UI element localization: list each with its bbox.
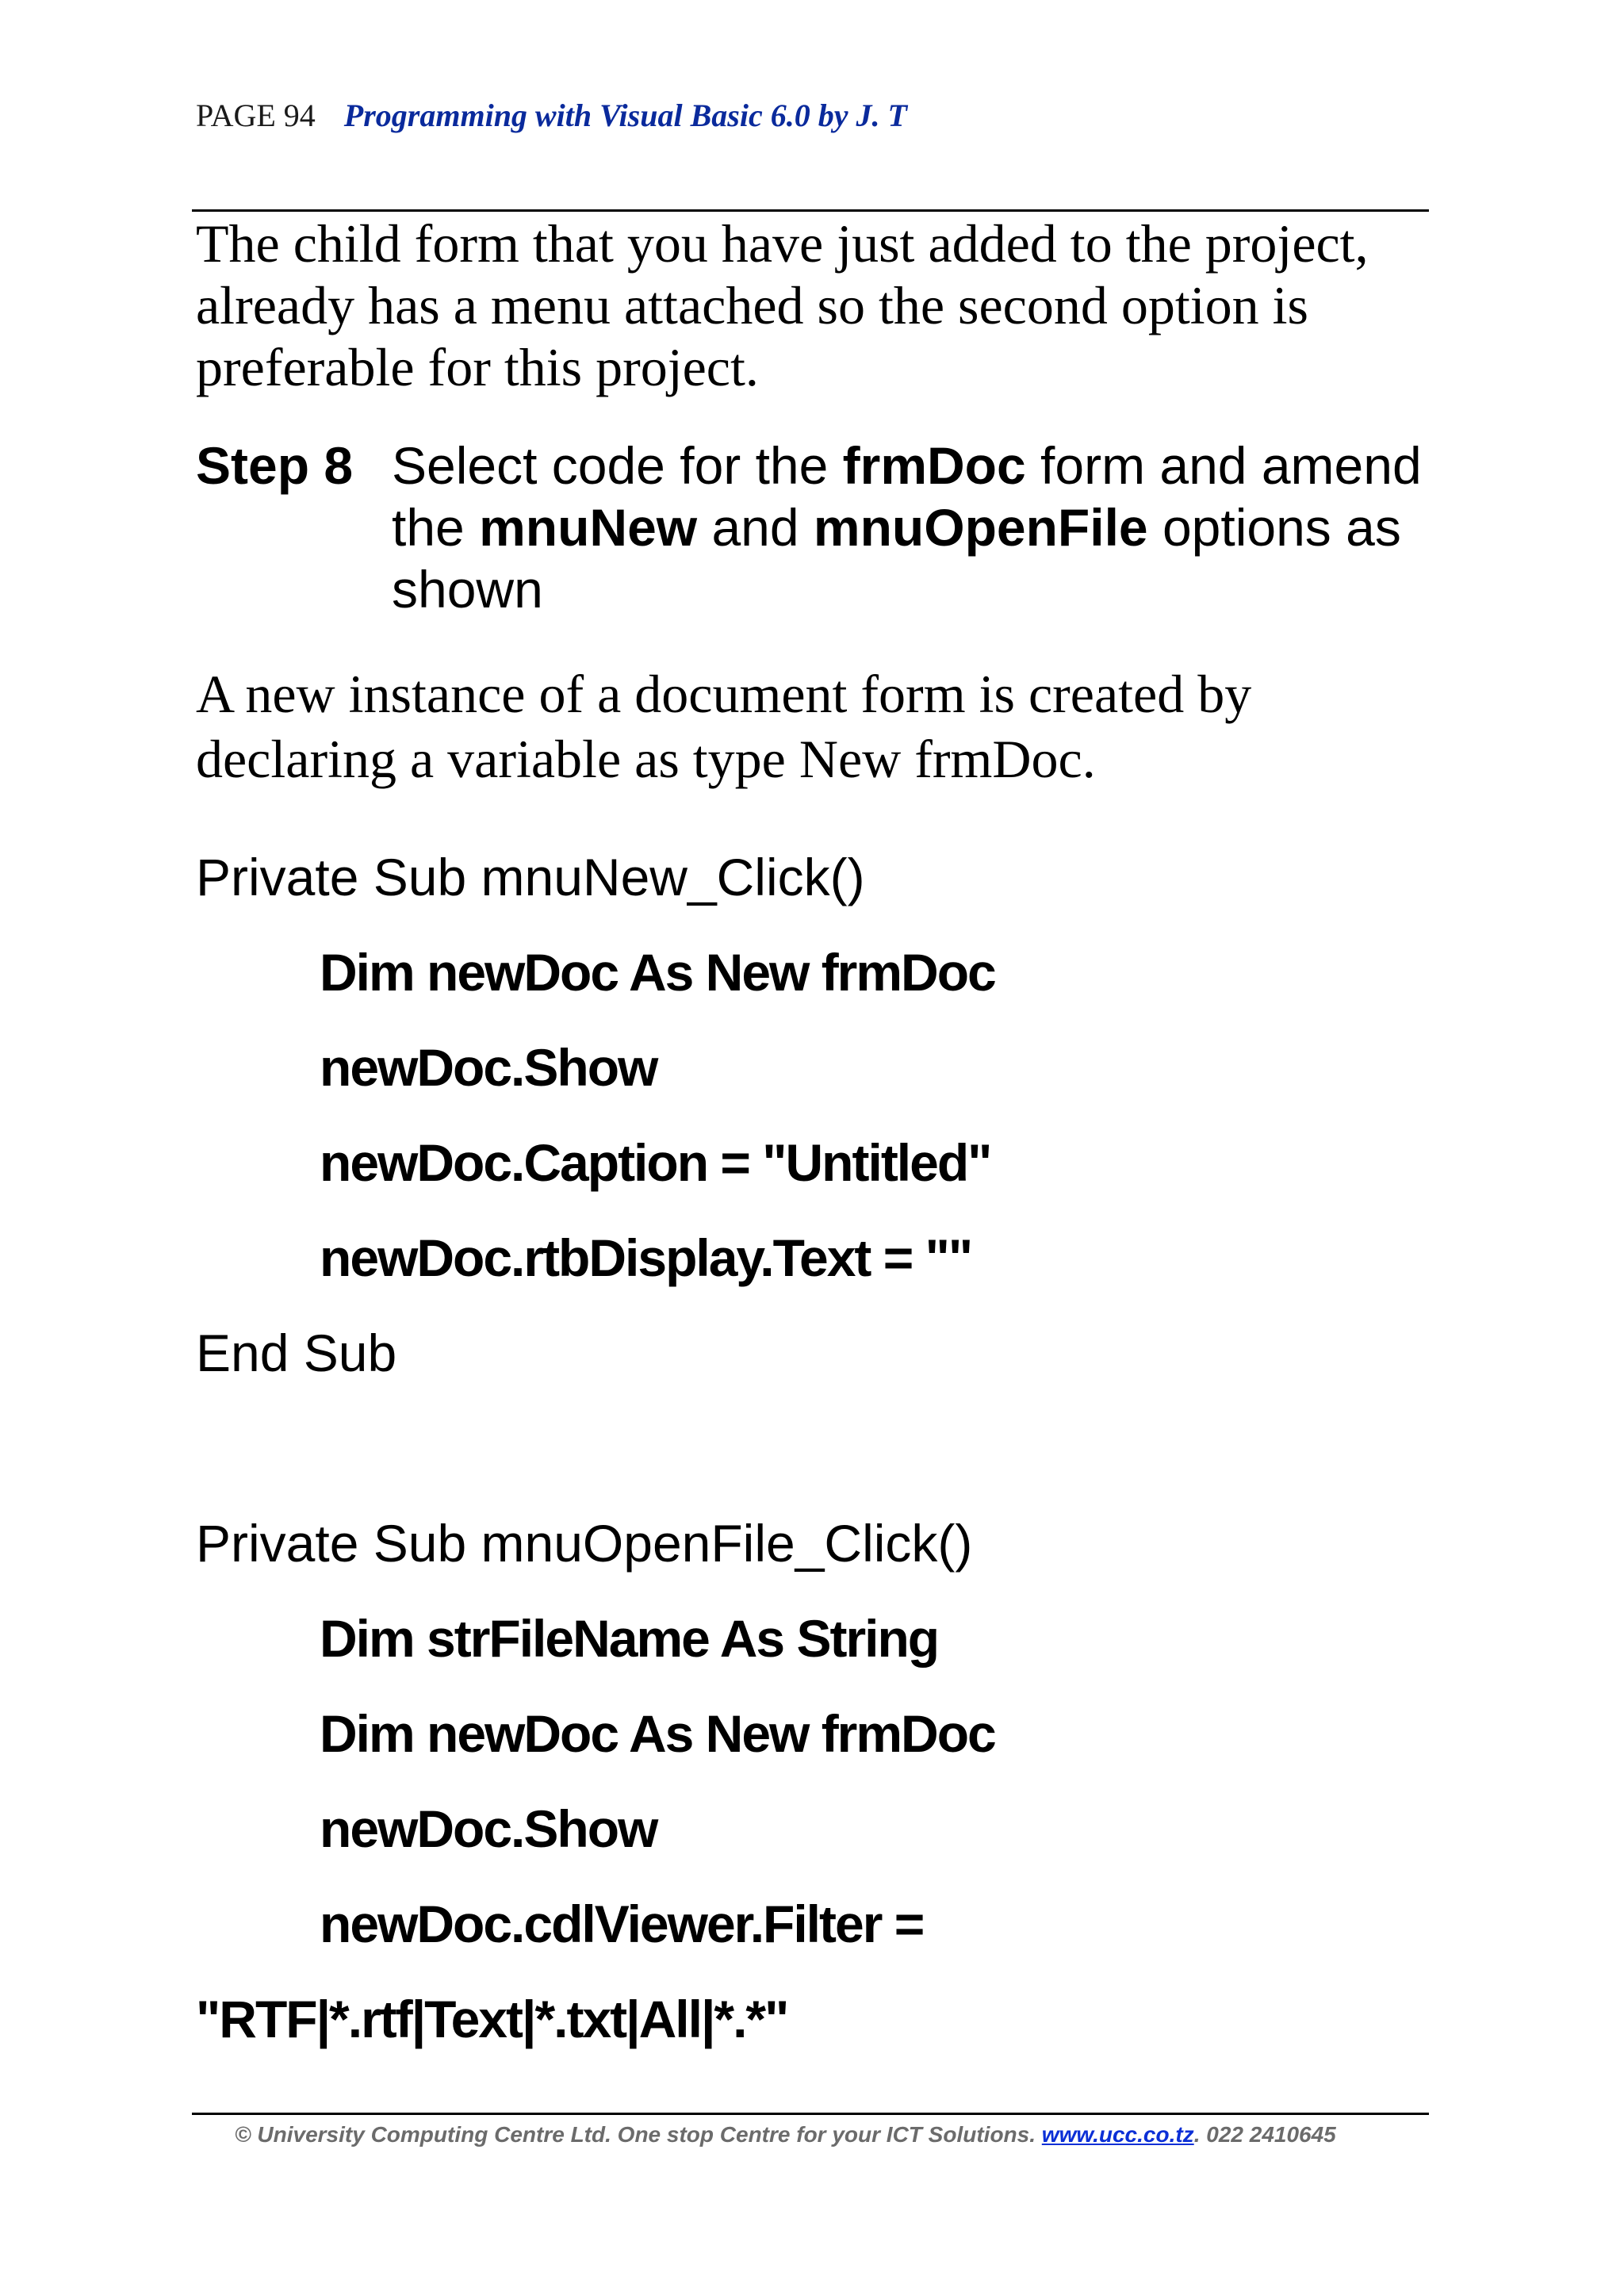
page-number: PAGE 94 — [196, 98, 316, 133]
code-sub-declaration: Private Sub mnuOpenFile_Click() — [196, 1514, 973, 1573]
page-footer — [235, 2119, 1336, 2151]
code-sub-declaration: Private Sub mnuNew_Click() — [196, 848, 865, 906]
menu-name-mnuopenfile: mnuOpenFile — [813, 498, 1148, 557]
code-line: newDoc.Caption = "Untitled" — [320, 1133, 991, 1192]
code-line: Dim strFileName As String — [320, 1609, 939, 1668]
footer-website-link[interactable]: www.ucc.co.tz — [1041, 2122, 1194, 2147]
description-paragraph: A new instance of a document form is created by declaring a variable as type New frmDoc. — [196, 664, 1252, 789]
code-line: newDoc.rtbDisplay.Text = "" — [320, 1228, 972, 1287]
step-text-part: form and amend the — [392, 436, 1422, 557]
code-line: Dim newDoc As New frmDoc — [320, 943, 995, 1002]
footer-divider — [192, 2113, 1429, 2115]
page-header — [196, 97, 907, 135]
step-text-part: Select code for the — [392, 436, 843, 495]
footer-phone: . 022 2410645 — [1193, 2122, 1336, 2147]
step-text — [392, 435, 1438, 620]
step-text-part: and — [697, 498, 814, 557]
code-line: newDoc.cdlViewer.Filter = — [320, 1895, 924, 1953]
step-label: Step 8 — [196, 436, 354, 495]
form-name-frmdoc: frmDoc — [842, 436, 1026, 495]
code-end-sub: End Sub — [196, 1324, 397, 1382]
code-continuation-line: "RTF|*.rtf|Text|*.txt|All|*.*" — [196, 1990, 788, 2048]
footer-text: © University Computing Centre Ltd. One stop Centre for your ICT Solutions. — [235, 2122, 1042, 2147]
intro-paragraph: The child form that you have just added to the project, already has a menu attached so the second option is preferable for this project. — [196, 213, 1369, 397]
code-line: Dim newDoc As New frmDoc — [320, 1704, 995, 1763]
code-line: newDoc.Show — [320, 1799, 657, 1858]
code-line: newDoc.Show — [320, 1038, 657, 1097]
step-text-part: options as shown — [392, 498, 1401, 619]
header-divider — [192, 209, 1429, 212]
book-title: Programming with Visual Basic 6.0 by J. T — [343, 98, 907, 133]
menu-name-mnunew: mnuNew — [479, 498, 698, 557]
